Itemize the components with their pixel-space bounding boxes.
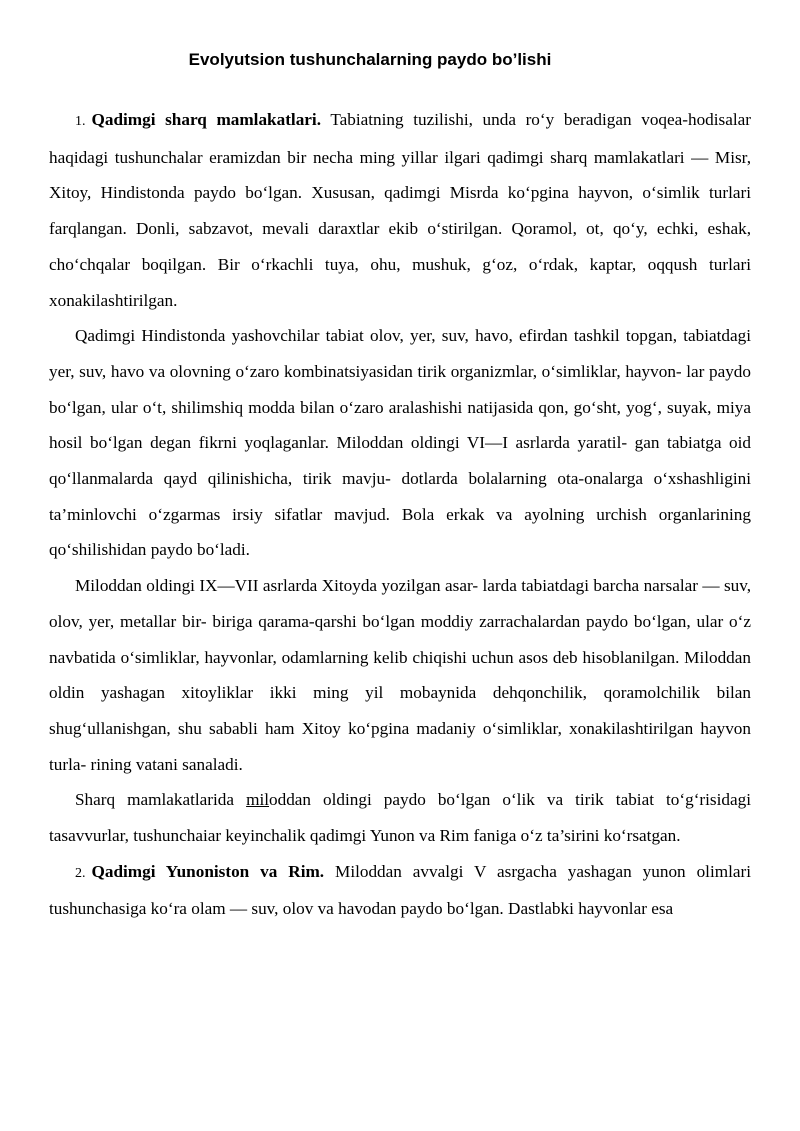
page-title: Evolyutsion tushunchalarning paydo bo’lishi (188, 50, 552, 69)
section-heading: Qadimgi sharq mamlakatlari. (91, 110, 322, 129)
paragraph-china: Miloddan oldingi IX—VII asrlarda Xitoyda yozilgan asar- larda tabiatdagi barcha narsalar — suv, olov, yer, metallar bir- biriga qarama-qarshi bo‘lgan moddiy zarrachalardan paydo bo‘lgan, ular o‘z navbatida o‘simliklar, hayvonlar, odamlarning kelib chiqishi uchun asos deb hisoblanilgan. Miloddan oldin yashagan xitoyliklar ikki ming yil mobaynida dehqonchilik, qoramolchilik bilan shug‘ullanishgan, shu sababli ham Xitoy ko‘pgina madaniy o‘simliklar, xonakilashtirilgan hayvon turla- rining vatani sanaladi. (49, 576, 751, 774)
paragraph-east-summary (49, 782, 751, 853)
document-body (49, 102, 751, 927)
underlined-text: mil (246, 790, 269, 810)
paragraph-india: Qadimgi Hindistonda yashovchilar tabiat olov, yer, suv, havo, efirdan tashkil topgan, tabiatdagi yer, suv, havo va olovning o‘zaro kombinatsiyasidan tirik organizmlar, o‘simliklar, hayvon- lar paydo bo‘lgan, ular o‘t, shilimshiq modda bilan o‘zaro aralashishi natijasida qon, go‘sht, yog‘, suyak, miya hosil bo‘lgan degan fikrni yoqlaganlar. Miloddan oldingi VI—I asrlarda yaratil- gan tabiatga oid qo‘llanmalarda qayd qilinishicha, tirik mavju- dotlarda bolalarning ota-onalarga o‘xshashligini ta’minlovchi o‘zgarmas irsiy sifatlar mavjud. Bola erkak va ayolning urchish organlarining qo‘shilishidan paydo bo‘ladi. (49, 326, 751, 560)
paragraph-section-1 (49, 102, 751, 318)
paragraph-text: Tabiatning tuzilishi, unda ro‘y beradigan voqea-hodisalar haqidagi tushunchalar eramizdan bir necha ming yillar ilgari qadimgi sharq mamlakatlari — Misr, Xitoy, Hindistonda paydo bo‘lgan. Xususan, qadimgi Misrda ko‘pgina hayvon, o‘simlik turlari farqlangan. Donli, sabzavot, mevali daraxtlar ekib o‘stirilgan. Qoramol, ot, qo‘y, echki, eshak, cho‘chqalar boqilgan. Bir o‘rkachli tuya, ohu, mushuk, g‘oz, o‘rdak, kaptar, oqqush turlari xonakilashtirilgan. (49, 110, 751, 310)
paragraph-text-start: Sharq mamlakatlarida (75, 790, 247, 810)
paragraph-section-2 (49, 854, 751, 927)
section-number: 1. (75, 114, 86, 129)
paragraph-text-end: oddan oldingi paydo bo‘lgan o‘lik va tirik tabiat to‘g‘risidagi tasavvurlar, tushunchaiar keyinchalik qadimgi Yunon va Rim faniga o‘z ta’sirini ko‘rsatgan. (49, 790, 751, 846)
section-number: 2. (75, 865, 86, 881)
paragraph-text: Miloddan avvalgi V asrgacha yashagan yunon olimlari tushunchasiga ko‘ra olam — suv, olov va havodan paydo bo‘lgan. Dastlabki hayvonlar esa (49, 861, 752, 919)
section-heading: Qadimgi Yunoniston va Rim. (91, 861, 325, 881)
